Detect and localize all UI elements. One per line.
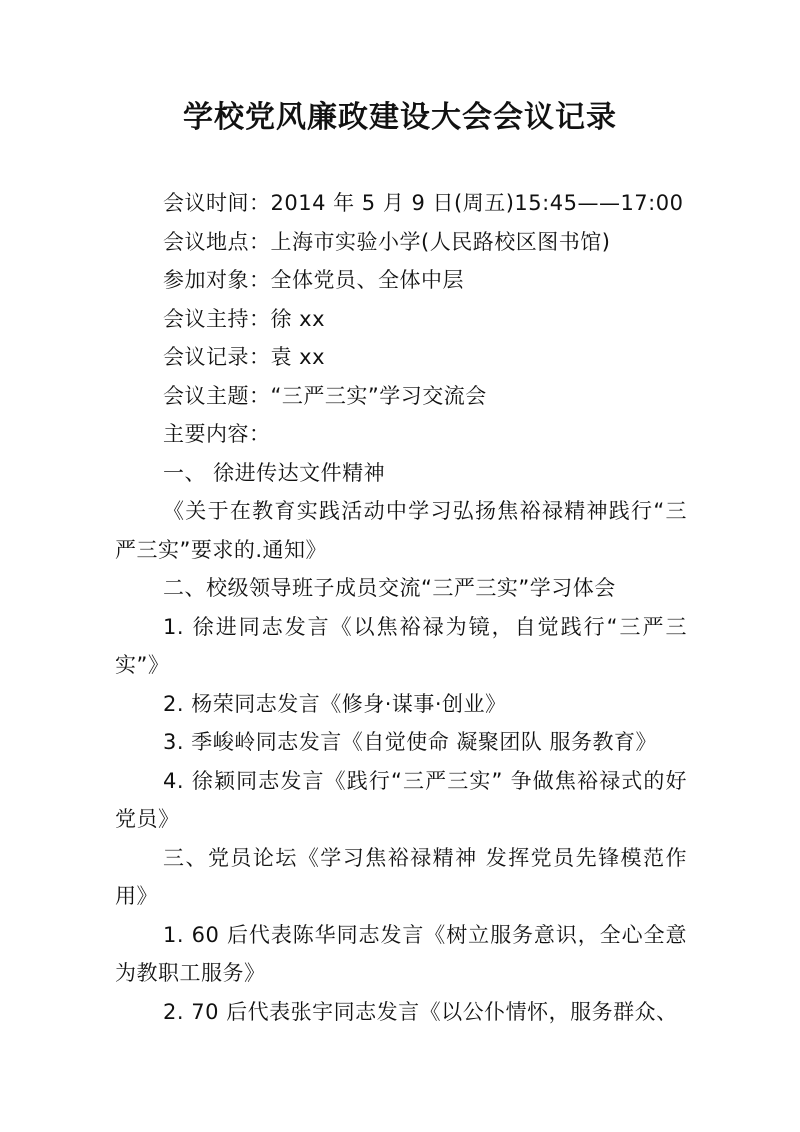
- document-body: [115, 184, 687, 1031]
- section-2-line-3: 3. 季峻岭同志发言《自觉使命 凝聚团队 服务教育》: [163, 730, 658, 754]
- meeting-place: 会议地点：上海市实验小学(人民路校区图书馆): [163, 229, 611, 254]
- meeting-time: 会议时间：2014 年 5 月 9 日(周五)15:45——17:00: [163, 191, 684, 215]
- section-heading-2: 二、校级领导班子成员交流“三严三实”学习体会: [163, 576, 616, 600]
- content-label: 主要内容：: [163, 422, 271, 446]
- meeting-theme: 会议主题：“三严三实”学习交流会: [163, 383, 487, 408]
- section-1-line-1: 《关于在教育实践活动中学习弘扬焦裕禄精神践行“三严三实”要求的.通知》: [115, 499, 687, 562]
- section-2-line-4: 4. 徐颖同志发言《践行“三严三实” 争做焦裕禄式的好党员》: [115, 768, 687, 831]
- section-2-line-2: 2. 杨荣同志发言《修身·谋事·创业》: [163, 691, 507, 716]
- section-heading-3: 三、党员论坛《学习焦裕禄精神 发挥党员先锋模范作用》: [115, 845, 687, 908]
- document-title: 学校党风廉政建设大会会议记录: [183, 100, 617, 135]
- section-heading-1: 一、 徐进传达文件精神: [163, 460, 386, 485]
- section-2-line-1: 1. 徐进同志发言《以焦裕禄为镜，自觉践行“三严三实”》: [115, 614, 687, 677]
- meeting-attendees: 参加对象：全体党员、全体中层: [163, 268, 464, 292]
- section-3-line-1: 1. 60 后代表陈华同志发言《树立服务意识，全心全意为教职工服务》: [115, 922, 687, 985]
- section-3-line-2: 2. 70 后代表张宇同志发言《以公仆情怀，服务群众、: [163, 999, 678, 1024]
- meeting-host: 会议主持：徐 xx: [163, 306, 326, 331]
- meeting-recorder: 会议记录：袁 xx: [163, 345, 326, 369]
